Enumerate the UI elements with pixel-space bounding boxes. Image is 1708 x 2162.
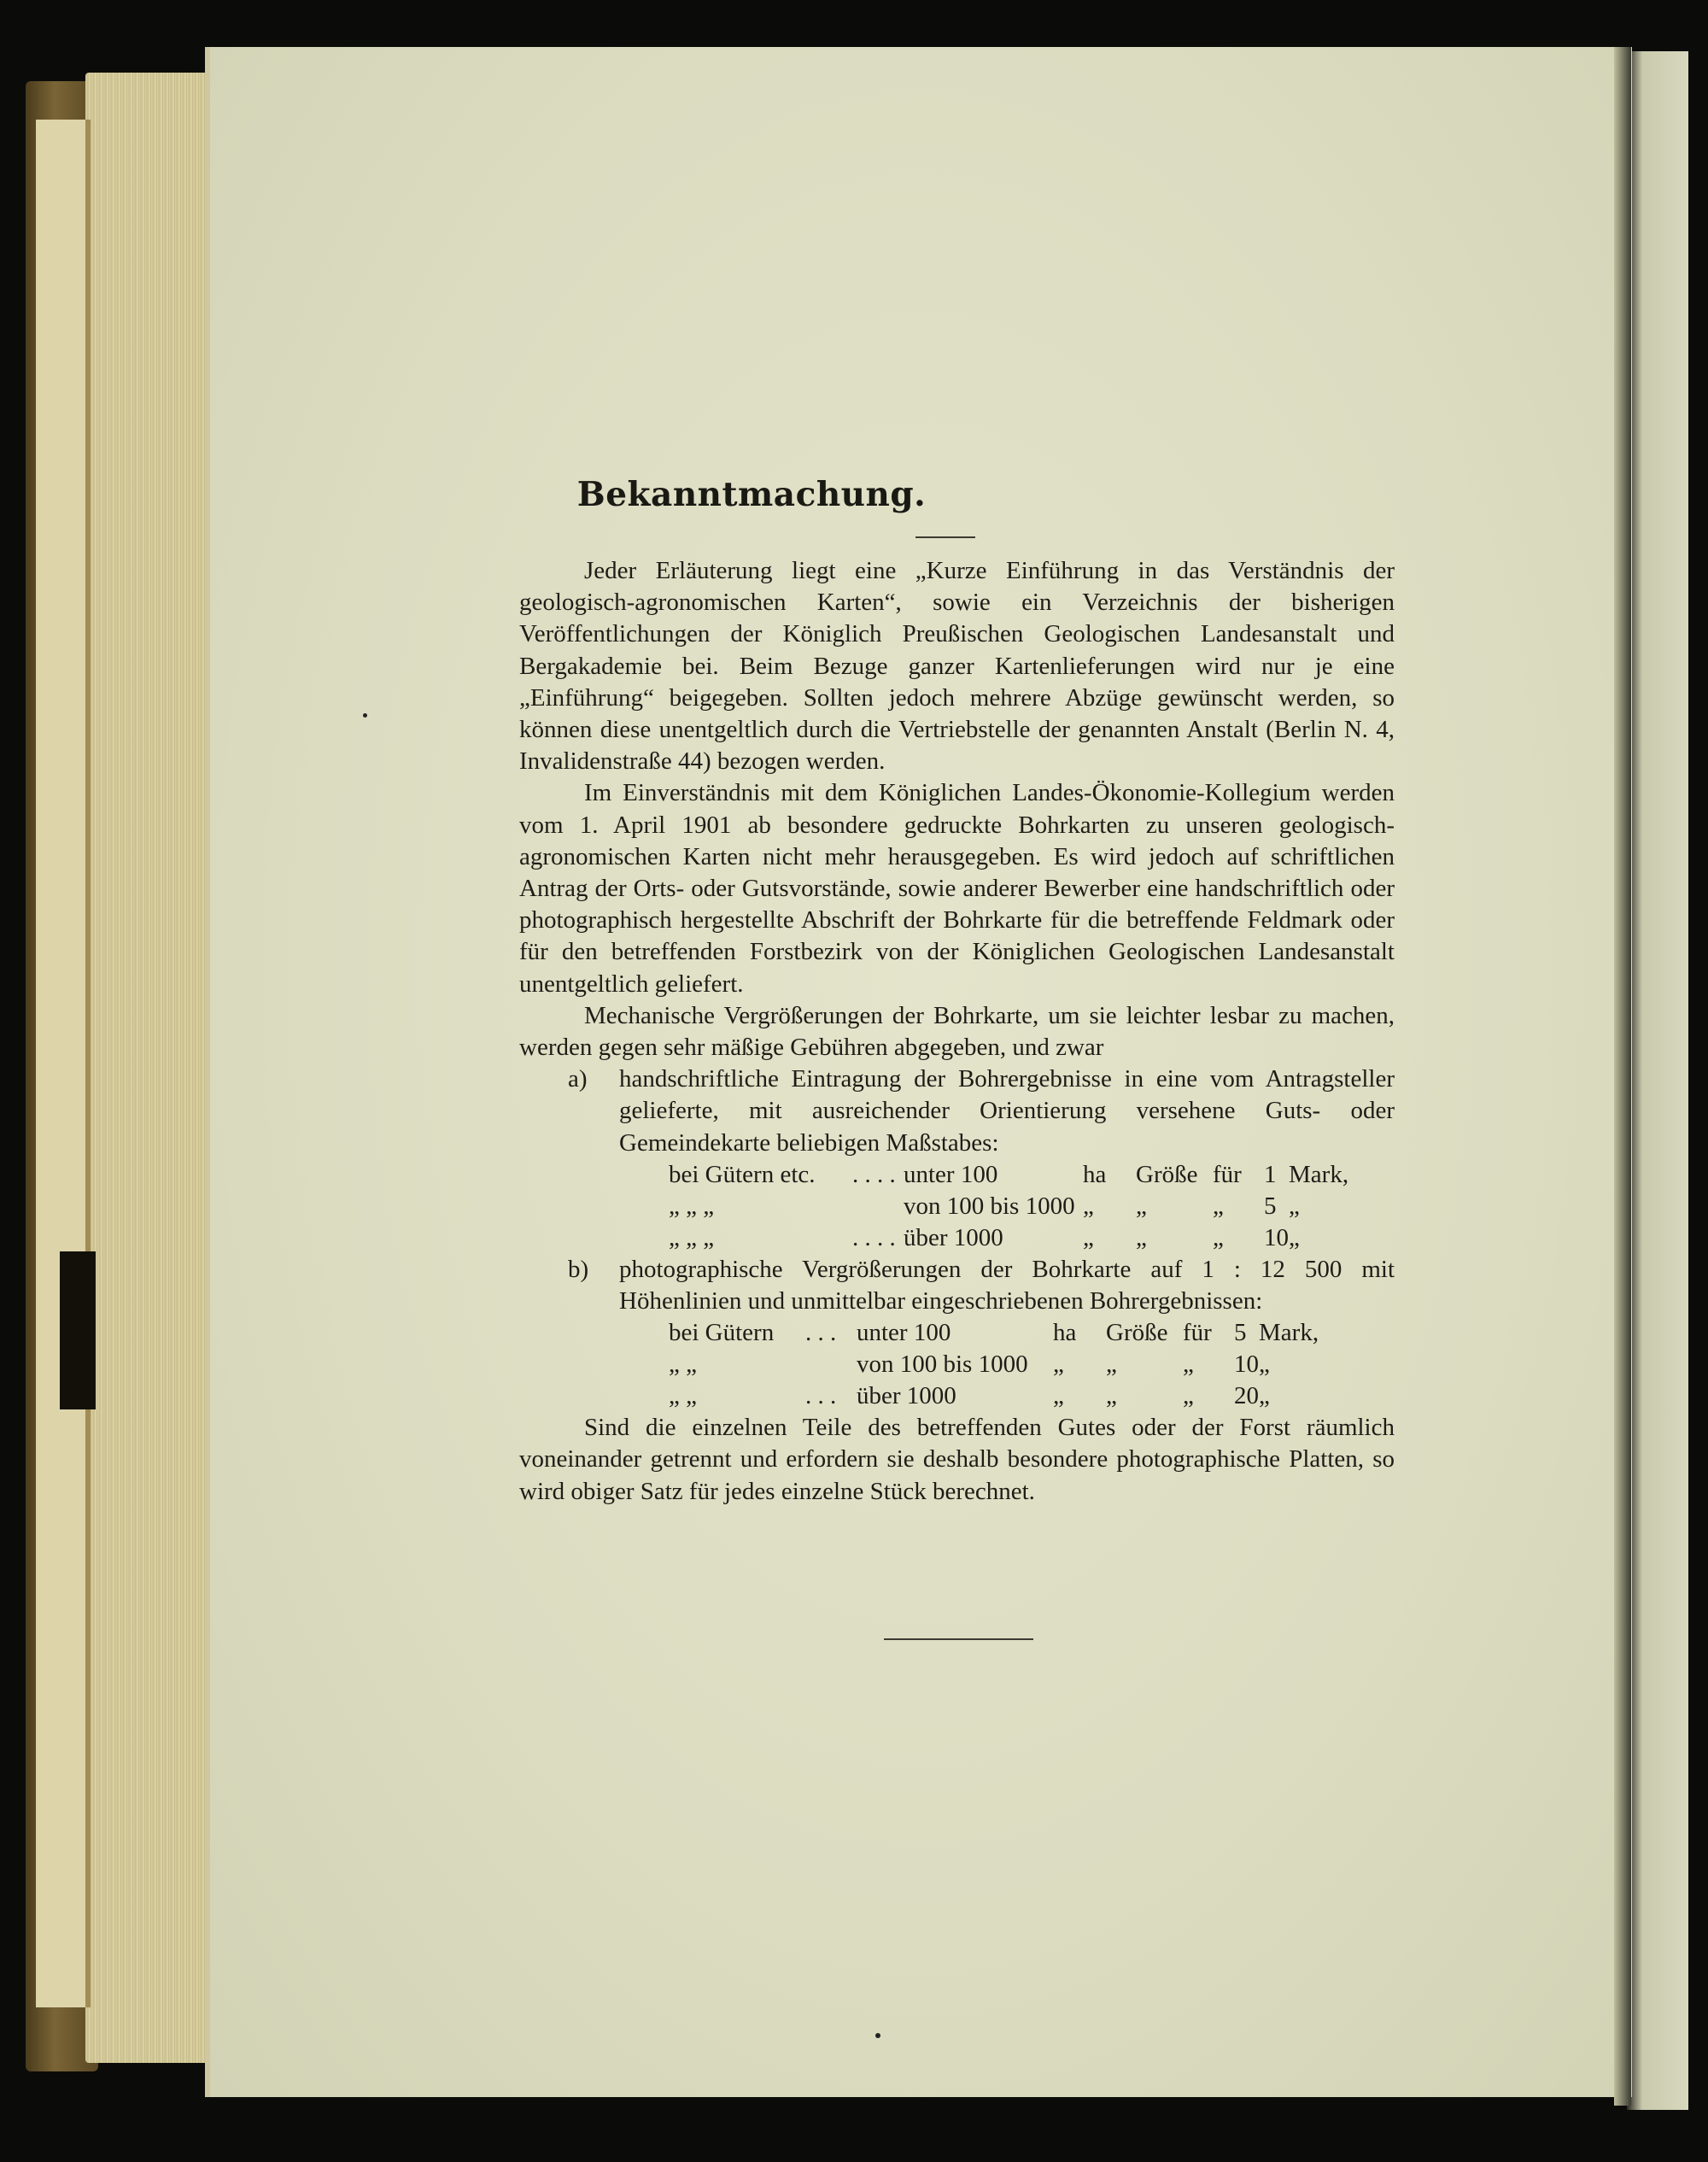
price-cell-range: über 1000: [857, 1382, 956, 1410]
announcement-body: [519, 555, 1395, 1508]
item-b-label: b): [568, 1255, 589, 1283]
price-cell-mark: „: [1289, 1223, 1300, 1251]
price-cell-who: „ „ „: [669, 1192, 715, 1220]
price-cell-amount: 5: [1234, 1319, 1247, 1347]
page-stack-left: [85, 73, 214, 2063]
price-cell-range: von 100 bis 1000: [857, 1351, 1028, 1379]
price-cell-for: für: [1213, 1160, 1242, 1188]
price-cell-range: unter 100: [857, 1319, 951, 1347]
ink-speck: [363, 713, 367, 718]
price-cell-dots: . . . .: [852, 1223, 896, 1251]
price-row: [669, 1159, 1348, 1191]
price-cell-range: über 1000: [904, 1223, 1003, 1251]
price-cell-mark: Mark,: [1259, 1319, 1319, 1347]
price-cell-word: Größe: [1136, 1160, 1198, 1188]
price-cell-unit: „: [1053, 1382, 1064, 1410]
price-cell-dots: . . . .: [852, 1160, 896, 1188]
closing-rule: [884, 1638, 1033, 1640]
price-cell-mark: „: [1259, 1351, 1270, 1379]
price-row: [669, 1349, 1319, 1380]
price-cell-word: Größe: [1106, 1319, 1168, 1347]
price-cell-word: „: [1106, 1382, 1117, 1410]
list-item-b: [519, 1254, 1395, 1317]
cream-page-edge: [36, 120, 91, 2007]
price-cell-amount: 5: [1264, 1192, 1277, 1220]
price-cell-range: unter 100: [904, 1160, 998, 1188]
price-cell-word: „: [1136, 1192, 1147, 1220]
price-cell-dots: [805, 1349, 857, 1380]
price-cell-mark: „: [1259, 1382, 1270, 1410]
price-cell-range: von 100 bis 1000: [904, 1192, 1075, 1220]
price-cell-word: „: [1136, 1223, 1147, 1251]
price-cell-for: „: [1183, 1382, 1194, 1410]
price-row: [669, 1222, 1348, 1254]
price-cell-unit: ha: [1083, 1160, 1107, 1188]
price-table-b: [669, 1317, 1319, 1412]
price-row: [669, 1191, 1348, 1222]
price-table-a: [669, 1159, 1348, 1254]
paragraph-bohrkarten: Im Einverständnis mit dem Königlichen Landes-Ökonomie-Kollegium werden vom 1. April 1901 ab besondere gedruckte Bohrkarten zu unseren geologisch-agronomischen Karten nicht mehr herausgegeben. Es wird jedoch auf schriftlichen Antrag der Orts- oder Gutsvorstände, sowie anderer Bewerber eine handschriftlich oder photographisch hergestellte Abschrift der Bohrkarte für die betreffende Feldmark oder für den betreffenden Forstbezirk von der Königlichen Geologischen Landesanstalt unentgeltlich geliefert.: [519, 779, 1395, 998]
price-cell-who: „ „: [669, 1382, 697, 1410]
item-b-text: photographische Vergrößerungen der Bohrkarte auf 1 : 12 500 mit Höhenlinien und unmittelbar eingeschriebenen Bohrergebnissen:: [619, 1255, 1395, 1315]
price-cell-dots: . . .: [805, 1319, 837, 1347]
price-cell-who: „ „ „: [669, 1223, 715, 1251]
ink-speck: [875, 2033, 880, 2038]
price-cell-who: bei Gütern: [669, 1319, 775, 1347]
price-row: [669, 1380, 1319, 1412]
price-cell-dots: . . .: [805, 1382, 837, 1410]
paragraph-platten: Sind die einzelnen Teile des betreffenden Gutes oder der Forst räumlich voneinander getrennt und erfordern sie deshalb besondere photographische Platten, so wird obiger Satz für jedes einzelne Stück berechnet.: [519, 1414, 1395, 1505]
price-cell-for: „: [1183, 1351, 1194, 1379]
paragraph-vergroesserungen: Mechanische Vergrößerungen der Bohrkarte, um sie leichter lesbar zu machen, werden gegen sehr mäßige Gebühren abgegeben, und zwar: [519, 1001, 1395, 1062]
price-cell-unit: „: [1083, 1192, 1094, 1220]
price-cell-amount: 10: [1234, 1351, 1259, 1379]
price-cell-amount: 10: [1264, 1223, 1289, 1251]
price-cell-dots: [852, 1191, 904, 1222]
price-cell-unit: ha: [1053, 1319, 1077, 1347]
price-cell-for: „: [1213, 1223, 1224, 1251]
paragraph-intro: Jeder Erläuterung liegt eine „Kurze Einführung in das Verständnis der geologisch-agronomischen Karten“, sowie ein Verzeichnis der bisherigen Veröffentlichungen der Königlich Preußischen Geologischen Landesanstalt und Bergakademie bei. Beim Bezuge ganzer Kartenlieferungen wird nur je eine „Einführung“ beigegeben. Sollten jedoch mehrere Abzüge gewünscht werden, so können diese unentgeltlich durch die Vertriebstelle der genannten Anstalt (Berlin N. 4, Invalidenstraße 44) bezogen werden.: [519, 557, 1395, 776]
title-rule: [915, 536, 975, 538]
item-a-label: a): [568, 1065, 588, 1093]
price-cell-unit: „: [1083, 1223, 1094, 1251]
facing-page-sliver: [1627, 51, 1688, 2110]
page-title: Bekanntmachung.: [576, 475, 927, 514]
price-cell-unit: „: [1053, 1351, 1064, 1379]
price-cell-amount: 20: [1234, 1382, 1259, 1410]
list-item-a: [519, 1063, 1395, 1159]
dark-clip: [60, 1251, 96, 1409]
price-cell-mark: Mark,: [1289, 1160, 1349, 1188]
price-cell-who: bei Gütern etc.: [669, 1160, 816, 1188]
price-cell-who: „ „: [669, 1351, 697, 1379]
price-cell-word: „: [1106, 1351, 1117, 1379]
page-gutter: [1614, 47, 1631, 2106]
price-cell-mark: „: [1289, 1192, 1300, 1220]
price-cell-for: für: [1183, 1319, 1212, 1347]
price-cell-amount: 1: [1264, 1160, 1277, 1188]
item-a-text: handschriftliche Eintragung der Bohrergebnisse in eine vom Antragsteller gelieferte, mit ausreichender Orientierung versehene Guts- oder Gemeindekarte beliebigen Maßstabes:: [619, 1065, 1395, 1157]
price-row: [669, 1317, 1319, 1349]
price-cell-for: „: [1213, 1192, 1224, 1220]
